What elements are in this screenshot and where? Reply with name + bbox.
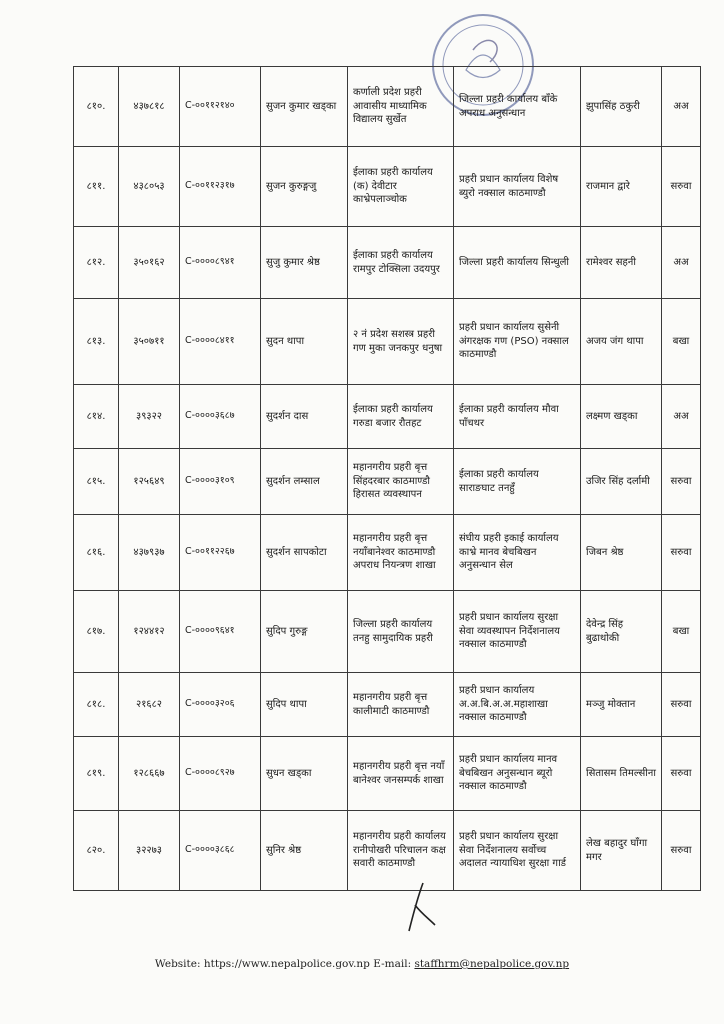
code-number-cell: C-००००३१०९ [180, 449, 261, 515]
code-number-cell: C-००००३२०६ [180, 673, 261, 737]
current-office-cell: महानगरीय प्रहरी बृत्त नयाँ बानेश्वर जनसम्पर्क शाखा [348, 737, 454, 811]
table-row [74, 449, 701, 515]
code-number-cell: C-००११२१४० [180, 67, 261, 147]
employee-number-cell: १२४४१२ [119, 591, 180, 673]
signature-mark [395, 875, 455, 935]
employee-name-cell: सुजन कुमार खड्का [261, 67, 348, 147]
current-office-cell: महानगरीय प्रहरी बृत्त सिंहदरबार काठमाण्डौ हिरासत व्यवस्थापन [348, 449, 454, 515]
new-office-cell: प्रहरी प्रधान कार्यालय सुरक्षा सेवा व्यवस्थापन निर्देशनालय नक्साल काठमाण्डौ [454, 591, 581, 673]
serial-number-cell: ८१८. [74, 673, 119, 737]
employee-name-cell: सुदर्शन लम्साल [261, 449, 348, 515]
footer-website: Website: https://www.nepalpolice.gov.np E-mail: [154, 958, 415, 970]
table-row [74, 385, 701, 449]
code-number-cell: C-००११२२६७ [180, 515, 261, 591]
code-number-cell: C-००००८९४१ [180, 227, 261, 299]
current-office-cell: २ नं प्रदेश सशस्त्र प्रहरी गण मुका जनकपुर धनुषा [348, 299, 454, 385]
employee-number-cell: १२५६४९ [119, 449, 180, 515]
employee-name-cell: सुधन खड्का [261, 737, 348, 811]
serial-number-cell: ८१४. [74, 385, 119, 449]
employee-name-cell: सुदिप गुरुङ्ग [261, 591, 348, 673]
employee-name-cell: सुदिप थापा [261, 673, 348, 737]
transfer-type-cell: सरुवा [662, 673, 701, 737]
employee-name-cell: सुजन कुरुङ्गजु [261, 147, 348, 227]
new-office-cell: प्रहरी प्रधान कार्यालय मानव बेचबिखन अनुसन्धान ब्यूरो नक्साल काठमाण्डौ [454, 737, 581, 811]
employee-number-cell: ३२२७३ [119, 811, 180, 891]
new-office-cell: जिल्ला प्रहरी कार्यालय सिन्धुली [454, 227, 581, 299]
replaced-by-cell: अजय जंग थापा [581, 299, 662, 385]
serial-number-cell: ८१९. [74, 737, 119, 811]
new-office-cell: ईलाका प्रहरी कार्यालय साराङघाट तनहुँ [454, 449, 581, 515]
new-office-cell: प्रहरी प्रधान कार्यालय सुरक्षा सेवा निर्देशनालय सर्वोच्च अदालत न्यायाधिश सुरक्षा गार्ड [454, 811, 581, 891]
transfer-table [73, 66, 701, 891]
serial-number-cell: ८१६. [74, 515, 119, 591]
current-office-cell: जिल्ला प्रहरी कार्यालय तनहु सामुदायिक प्रहरी [348, 591, 454, 673]
table-row [74, 299, 701, 385]
employee-number-cell: २१६८२ [119, 673, 180, 737]
transfer-type-cell: सरुवा [662, 449, 701, 515]
code-number-cell: C-००००९६४१ [180, 591, 261, 673]
employee-name-cell: सुजु कुमार श्रेष्ठ [261, 227, 348, 299]
employee-name-cell: सुदन थापा [261, 299, 348, 385]
table-row [74, 515, 701, 591]
employee-number-cell: ४३७८१८ [119, 67, 180, 147]
footer-email-link[interactable]: staffhrm@nepalpolice.gov.np [414, 958, 570, 970]
table-row [74, 591, 701, 673]
new-office-cell: प्रहरी प्रधान कार्यालय अ.अ.बि.अ.अ.महाशाखा नक्साल काठमाण्डौ [454, 673, 581, 737]
serial-number-cell: ८१३. [74, 299, 119, 385]
replaced-by-cell: झुपासिंह ठकुरी [581, 67, 662, 147]
current-office-cell: ईलाका प्रहरी कार्यालय गरुडा बजार रौतहट [348, 385, 454, 449]
current-office-cell: महानगरीय प्रहरी बृत्त कालीमाटी काठमाण्डौ [348, 673, 454, 737]
replaced-by-cell: रामेश्वर सहनी [581, 227, 662, 299]
new-office-cell: ईलाका प्रहरी कार्यालय मौवा पाँचथर [454, 385, 581, 449]
serial-number-cell: ८११. [74, 147, 119, 227]
employee-name-cell: सुदर्शन दास [261, 385, 348, 449]
table-row [74, 737, 701, 811]
transfer-type-cell: सरुवा [662, 147, 701, 227]
employee-number-cell: ४३८०५३ [119, 147, 180, 227]
current-office-cell: महानगरीय प्रहरी बृत्त नयाँबानेश्वर काठमाण्डौ अपराध नियन्त्रण शाखा [348, 515, 454, 591]
employee-number-cell: १२८६६७ [119, 737, 180, 811]
transfer-type-cell: सरुवा [662, 737, 701, 811]
new-office-cell: प्रहरी प्रधान कार्यालय विशेष ब्युरो नक्साल काठमाण्डौ [454, 147, 581, 227]
current-office-cell: ईलाका प्रहरी कार्यालय रामपुर टोक्सिला उदयपुर [348, 227, 454, 299]
replaced-by-cell: लेख बहादुर घाँगा मगर [581, 811, 662, 891]
replaced-by-cell: मञ्जु मोक्तान [581, 673, 662, 737]
employee-name-cell: सुदर्शन सापकोटा [261, 515, 348, 591]
table-row [74, 67, 701, 147]
employee-number-cell: ३९३२२ [119, 385, 180, 449]
transfer-type-cell: बखा [662, 591, 701, 673]
transfer-type-cell: बखा [662, 299, 701, 385]
replaced-by-cell: लक्ष्मण खड्का [581, 385, 662, 449]
serial-number-cell: ८२०. [74, 811, 119, 891]
serial-number-cell: ८१०. [74, 67, 119, 147]
new-office-cell: जिल्ला प्रहरी कार्यालय बाँके अपराध अनुसन्धान [454, 67, 581, 147]
current-office-cell: ईलाका प्रहरी कार्यालय (क) देवीटार काभ्रेपलाञ्चोक [348, 147, 454, 227]
table-row [74, 811, 701, 891]
code-number-cell: C-००११२३१७ [180, 147, 261, 227]
table-row [74, 227, 701, 299]
transfer-type-cell: अअ [662, 385, 701, 449]
new-office-cell: प्रहरी प्रधान कार्यालय सुसेनी अंगरक्षक गण (PSO) नक्साल काठमाण्डौ [454, 299, 581, 385]
employee-number-cell: ३५०१६२ [119, 227, 180, 299]
transfer-type-cell: सरुवा [662, 811, 701, 891]
replaced-by-cell: उजिर सिंह दर्लामी [581, 449, 662, 515]
code-number-cell: C-००००३८६८ [180, 811, 261, 891]
employee-number-cell: ४३७९३७ [119, 515, 180, 591]
employee-name-cell: सुनिर श्रेष्ठ [261, 811, 348, 891]
replaced-by-cell: राजमान द्वारे [581, 147, 662, 227]
code-number-cell: C-००००८९२७ [180, 737, 261, 811]
transfer-type-cell: सरुवा [662, 515, 701, 591]
serial-number-cell: ८१७. [74, 591, 119, 673]
transfer-type-cell: अअ [662, 227, 701, 299]
new-office-cell: संघीय प्रहरी इकाई कार्यालय काभ्रे मानव बेचबिखन अनुसन्धान सेल [454, 515, 581, 591]
table-row [74, 673, 701, 737]
replaced-by-cell: देवेन्द्र सिंह बुढाथोकी [581, 591, 662, 673]
serial-number-cell: ८१५. [74, 449, 119, 515]
replaced-by-cell: जिबन श्रेष्ठ [581, 515, 662, 591]
serial-number-cell: ८१२. [74, 227, 119, 299]
replaced-by-cell: सितासम तिमल्सीना [581, 737, 662, 811]
current-office-cell: महानगरीय प्रहरी कार्यालय रानीपोखरी परिचालन कक्ष सवारी काठमाण्डौ [348, 811, 454, 891]
code-number-cell: C-००००८४११ [180, 299, 261, 385]
code-number-cell: C-००००३६८७ [180, 385, 261, 449]
current-office-cell: कर्णाली प्रदेश प्रहरी आवासीय माध्यामिक विद्यालय सुर्खेत [348, 67, 454, 147]
transfer-type-cell: अअ [662, 67, 701, 147]
page-footer [0, 958, 724, 970]
table-row [74, 147, 701, 227]
employee-number-cell: ३५०७११ [119, 299, 180, 385]
